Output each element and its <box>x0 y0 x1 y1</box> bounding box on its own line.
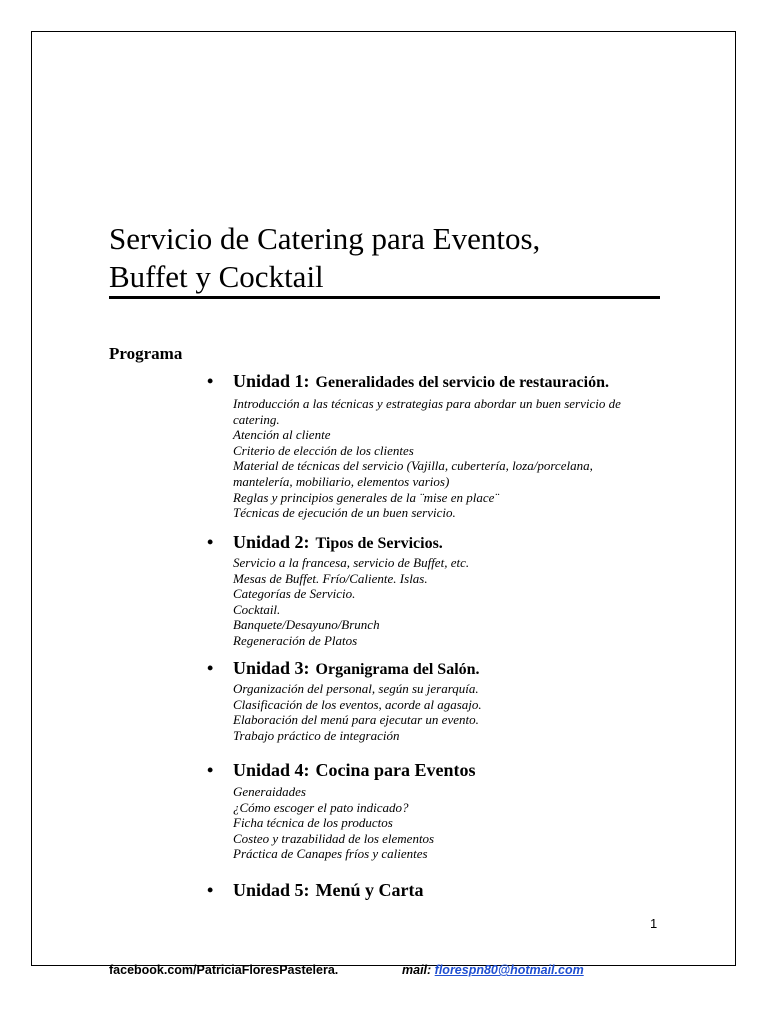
list-item: Introducción a las técnicas y estrategias para abordar un buen servicio de <box>233 396 621 411</box>
list-item: Criterio de elección de los clientes <box>233 442 414 458</box>
list-item: Trabajo práctico de integración <box>233 727 400 743</box>
footer-mail <box>402 963 584 977</box>
bullet-icon: • <box>207 658 214 678</box>
list-item: mantelería, mobiliario, elementos varios) <box>233 473 450 489</box>
unit-heading <box>207 370 677 394</box>
section-heading: Programa <box>109 344 183 363</box>
list-item: Mesas de Buffet. Frío/Caliente. Islas. <box>233 570 428 586</box>
list-item: Generaidades <box>233 784 306 799</box>
unit-label: Unidad 3: <box>233 658 310 678</box>
unit-heading <box>207 531 677 555</box>
mail-label: mail: <box>402 963 432 977</box>
list-item: Costeo y trazabilidad de los elementos <box>233 830 435 846</box>
list-item: Servicio a la francesa, servicio de Buffet, etc. <box>233 555 470 570</box>
title-divider <box>109 296 660 299</box>
document-title <box>109 220 669 296</box>
footer-facebook: facebook.com/PatriciaFloresPastelera. <box>109 963 339 977</box>
unit-topics <box>207 396 677 521</box>
unit-title: Menú y Carta <box>315 880 424 900</box>
list-item: Ficha técnica de los productos <box>233 815 393 831</box>
unit-2 <box>207 531 677 649</box>
unit-label: Unidad 2: <box>233 532 310 552</box>
list-item: Material de técnicas del servicio (Vajilla, cubertería, loza/porcelana, <box>233 458 593 474</box>
unit-1 <box>207 370 677 521</box>
unit-heading <box>207 759 677 781</box>
list-item: ¿Cómo escoger el pato indicado? <box>233 799 409 815</box>
unit-topics <box>207 784 677 862</box>
bullet-icon: • <box>207 880 214 900</box>
bullet-icon: • <box>207 532 214 552</box>
unit-3 <box>207 657 677 743</box>
unit-heading <box>207 657 677 681</box>
list-item: Categorías de Servicio. <box>233 586 356 602</box>
bullet-icon: • <box>207 371 214 391</box>
list-item: catering. <box>233 411 280 427</box>
unit-4 <box>207 759 677 862</box>
unit-topics <box>207 555 677 649</box>
unit-title: Organigrama del Salón. <box>315 661 480 678</box>
list-item: Reglas y principios generales de la ¨mise en place¨ <box>233 489 499 505</box>
page-number: 1 <box>650 916 658 931</box>
unit-label: Unidad 5: <box>233 880 310 900</box>
unit-label: Unidad 4: <box>233 760 310 780</box>
list-item: Regeneración de Platos <box>233 632 358 648</box>
unit-title: Generalidades del servicio de restauración. <box>315 374 609 391</box>
title-line-2: Buffet y Cocktail <box>109 259 324 294</box>
list-item: Técnicas de ejecución de un buen servicio. <box>233 505 456 521</box>
unit-title: Tipos de Servicios. <box>315 535 443 552</box>
list-item: Cocktail. <box>233 601 281 617</box>
unit-title: Cocina para Eventos <box>315 760 476 780</box>
list-item: Banquete/Desayuno/Brunch <box>233 617 380 633</box>
list-item: Elaboración del menú para ejecutar un evento. <box>233 712 479 728</box>
list-item: Atención al cliente <box>233 427 331 443</box>
list-item: Clasificación de los eventos, acorde al agasajo. <box>233 696 482 712</box>
list-item: Organización del personal, según su jerarquía. <box>233 681 479 696</box>
unit-heading <box>207 879 677 901</box>
unit-topics <box>207 681 677 743</box>
email-link[interactable]: florespn80@hotmail.com <box>434 963 584 977</box>
list-item: Práctica de Canapes fríos y calientes <box>233 846 428 862</box>
title-line-1: Servicio de Catering para Eventos, <box>109 221 541 256</box>
unit-5 <box>207 879 677 901</box>
unit-label: Unidad 1: <box>233 371 310 391</box>
bullet-icon: • <box>207 760 214 780</box>
